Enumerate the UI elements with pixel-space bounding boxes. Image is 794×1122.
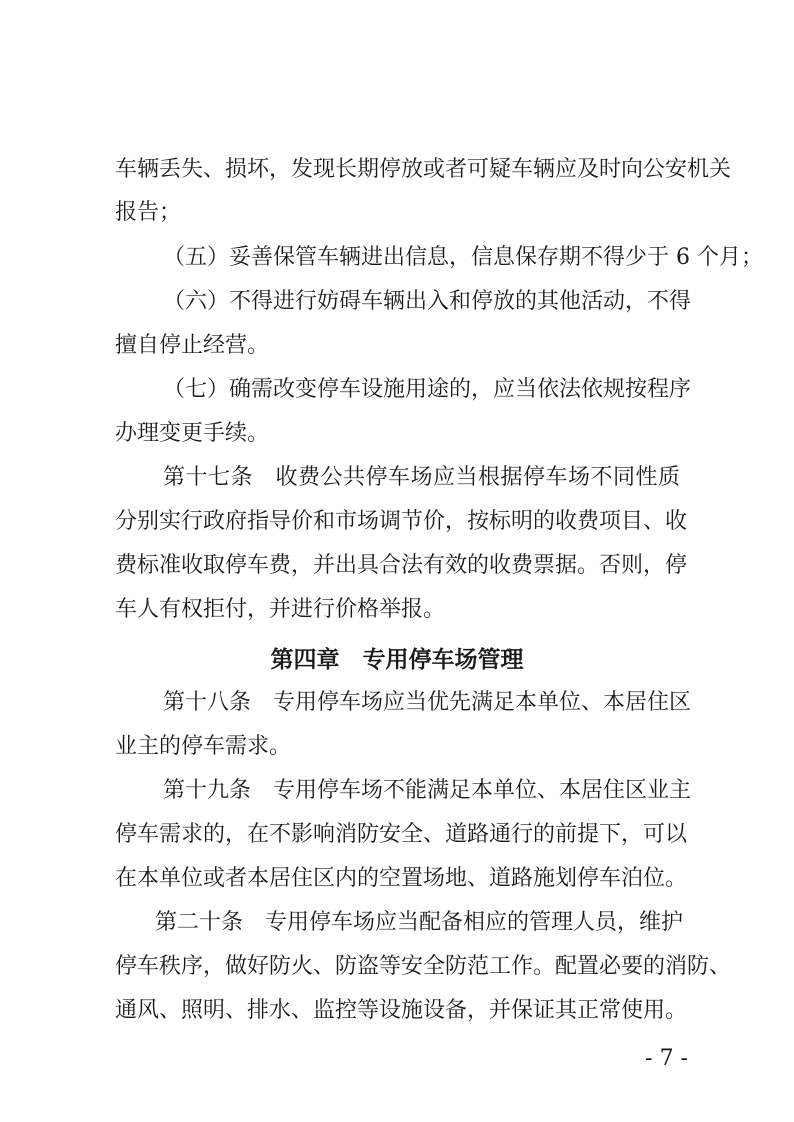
text-line: 车人有权拒付，并进行价格举报。 — [115, 597, 446, 622]
text-line: 停车需求的，在不影响消防安全、道路通行的前提下，可以 — [115, 822, 688, 847]
text-line: 报告； — [115, 200, 182, 225]
text-line: 在本单位或者本居住区内的空置场地、道路施划停车泊位。 — [115, 866, 688, 891]
article-17-line: 第十七条 收费公共停车场应当根据停车场不同性质 — [163, 465, 680, 490]
page-number: - 7 - — [645, 1046, 688, 1071]
text-line: （七）确需改变停车设施用途的，应当依法依规按程序 — [163, 377, 692, 402]
text-line: 办理变更手续。 — [115, 421, 270, 446]
text-line: 分别实行政府指导价和市场调节价，按标明的收费项目、收 — [115, 509, 688, 534]
text-line: 停车秩序，做好防火、防盗等安全防范工作。配置必要的消防、 — [115, 954, 732, 979]
text-line: （五）妥善保管车辆进出信息，信息保存期不得少于 6 个月； — [163, 245, 763, 270]
article-19-line: 第十九条 专用停车场不能满足本单位、本居住区业主 — [163, 778, 692, 803]
text-line: 擅自停止经营。 — [115, 333, 270, 358]
article-20-line: 第二十条 专用停车场应当配备相应的管理人员，维护 — [155, 910, 684, 935]
text-line: 通风、照明、排水、监控等设施设备，并保证其正常使用。 — [115, 998, 688, 1023]
text-line: 业主的停车需求。 — [115, 734, 292, 759]
article-18-line: 第十八条 专用停车场应当优先满足本单位、本居住区 — [163, 690, 692, 715]
text-line: 车辆丢失、损坏，发现长期停放或者可疑车辆应及时向公安机关 — [115, 157, 732, 182]
text-line: （六）不得进行妨碍车辆出入和停放的其他活动，不得 — [163, 289, 692, 314]
chapter-title: 第四章 专用停车场管理 — [270, 647, 524, 673]
text-line: 费标准收取停车费，并出具合法有效的收费票据。否则，停 — [115, 553, 688, 578]
